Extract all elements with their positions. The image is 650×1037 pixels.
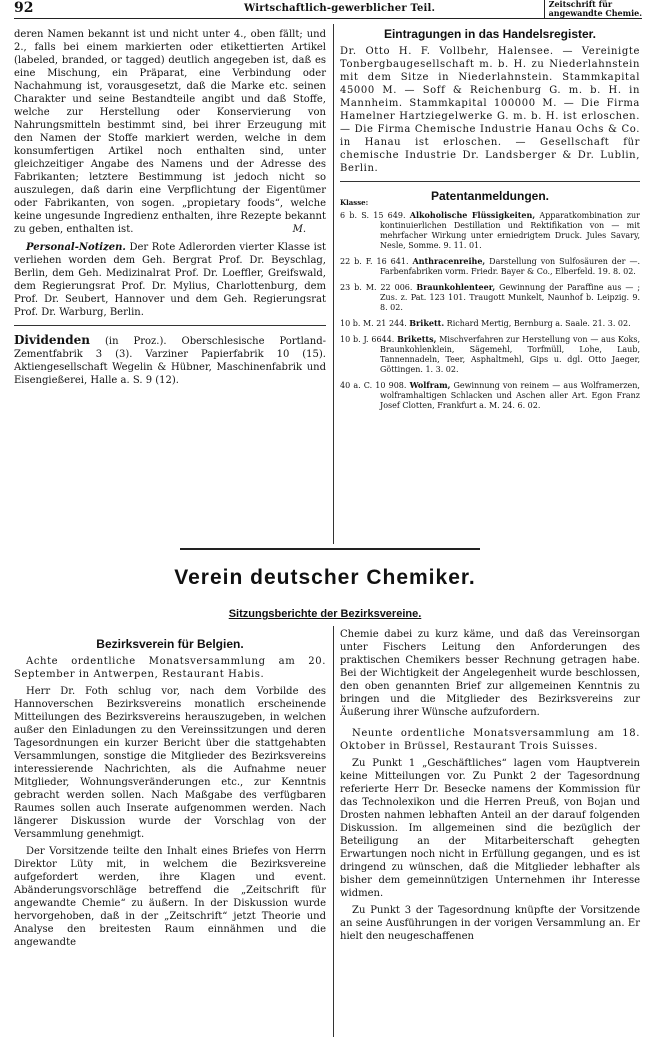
personal-notizen [14, 241, 326, 319]
patent-ref: F. 16 641. [365, 257, 409, 266]
patent-list [340, 210, 640, 411]
column-divider [333, 24, 334, 544]
patent-title: Braunkohlenteer, [416, 282, 496, 292]
patent-header [340, 190, 640, 206]
patent-class: 6 b. [340, 211, 358, 220]
paragraph: Der Vorsitzende teilte den Inhalt eines Briefes von Herrn Direktor Lüty mit, in welchem die Bezirksvereine aufgefordert werden, ihre Klagen und event. Abänderungsvorschläge betreffend die „Zeitschrift für angewandte Chemie“ zu äußern. In der Diskussion wurde hervorgehoben, daß in der „Zeitschrift“ jetzt Theorie und Analyse den breitesten Raum einnähmen und die angewandte [14, 846, 326, 948]
patent-entry [340, 334, 640, 375]
bottom-left-column [14, 638, 326, 953]
patent-entry [340, 380, 640, 411]
patent-heading: Patentanmeldungen. [430, 189, 549, 203]
paragraph-text: deren Namen bekannt ist und nicht unter 4., oben fällt; und 2., falls bei einem markierten oder etikettierten Artikel (labeled, branded, or tagged) deutlich angegeben ist, daß es eine Mischung, ein Präparat, eine Verbindung oder Nachahmung ist, vorausgesetzt, daß die Marke etc. seinen Charakter und seine Bestandteile angibt und daß Stoffe, welche zur Herstellung oder Konservierung von Nahrungsmitteln bestimmt sind, bei ihrer Erzeugung mit den Namen der Stoffe markiert werden, welche in dem konsumfertigen Artikel noch enthalten sind, unter gleichzeitiger Angabe des Namens und der Adresse des Fabrikanten; letztere Bestimmung ist jedoch nicht so auszulegen, daß darin eine Verpflichtung der Eigentümer oder Fabrikanten, von sogen. „propietary foods“, welche keine ungesunde Ingredienz enthalten, ihre Rezepte bekannt zu geben, enthalten ist. [14, 29, 326, 235]
bottom-right-column [340, 628, 640, 947]
dividenden-heading: Dividenden [14, 333, 90, 347]
patent-text: Darstellung von Sulfosäuren der —. Farbenfabriken vorm. Friedr. Bayer & Co., Elberfeld. 19. 8. 02. [380, 257, 640, 276]
patent-class-label: Klasse: [340, 198, 369, 207]
left-paragraph-1 [14, 28, 326, 236]
patent-text: Gewinnung von reinem — aus Wolframerzen, wolframhaltigen Schlacken und Aschen aller Art. Egon Franz Josef Clotten, Frankfurt a. M. 24. 6. 02. [380, 381, 640, 410]
patent-class: 40 a. [340, 381, 361, 390]
patent-ref: C. 10 908. [363, 381, 407, 390]
patent-text: Richard Mertig, Bernburg a. Saale. 21. 3. 02. [446, 319, 631, 328]
column-divider-bottom [333, 626, 334, 1037]
dividenden [14, 334, 326, 387]
separator [340, 181, 640, 182]
patent-text: Mischverfahren zur Herstellung von — aus Koks, Braunkohlenklein, Sägemehl, Torfmüll, Lohe, Laub, Tannennadeln, Teer, Asphaltmehl, Gips u. dgl. Otto Jaeger, Göttingen. 1. 3. 02. [380, 335, 641, 374]
right-column [340, 28, 640, 416]
patent-entry [340, 210, 640, 251]
meeting-intro: Neunte ordentliche Monatsversammlung am 18. Oktober in Brüssel, Restaurant Trois Suisses. [340, 728, 640, 752]
verein-title: Verein deutscher Chemiker. [174, 566, 476, 589]
patent-class: 10 b. [340, 319, 361, 328]
patent-title: Alkoholische Flüssigkeiten, [409, 210, 536, 220]
patent-entry [340, 318, 640, 329]
patent-entry [340, 256, 640, 277]
notizen-heading: Personal-Notizen. [26, 242, 126, 253]
paragraph: Chemie dabei zu kurz käme, und daß das Vereinsorgan unter Fischers Leitung den Anforderungen des praktischen Chemikers besser Rechnung getragen habe. Bei der Wichtigkeit der Angelegenheit wurde beschlossen, den oben genannten Brief zur allgemeinen Kenntnis zu bringen und die Mitglieder des Bezirksvereins zur Äußerung ihrer Wünsche aufzufordern. [340, 629, 640, 718]
meeting-intro: Achte ordentliche Monatsversammlung am 20. September in Antwerpen, Restaurant Habis. [14, 656, 326, 680]
journal-name [544, 0, 642, 18]
patent-title: Anthracenreihe, [412, 256, 486, 266]
register-text: Dr. Otto H. F. Vollbehr, Halensee. — Vereinigte Tonbergbaugesellschaft m. b. H. zu Niederlahnstein mit dem Sitze in Niederlahnstein. Stammkapital 45000 M. — Soff & Reichenburg G. m. b. H. in Mannheim. Stammkapital 100000 M. — Die Firma Hamelner Hartziegelwerke G. m. b. H. ist erloschen. — Die Firma Chemische Industrie Hanau Ochs & Co. in Hanau ist erloschen. — Gesellschaft für chemische Industrie Dr. Landsberger & Dr. Lublin, Berlin. [340, 46, 640, 174]
separator [14, 325, 326, 326]
patent-ref: S. 15 649. [361, 211, 406, 220]
patent-text: Gewinnung der Paraffine aus — ; Zus. z. Pat. 123 101. Traugott Munkelt, Naunhof b. Leipzig. 9. 8. 02. [380, 283, 641, 312]
dividenden-text: (in Proz.). Oberschlesische Portland-Zementfabrik 3 (3). Varziner Papierfabrik 10 (15). Aktiengesellschaft Wegelin & Hübner, Maschinenfabrik und Eisengießerei, Halle a. S. 9 (12). [14, 336, 326, 386]
patent-text: Apparatkombination zur kontinuierlichen Destillation und Rektifikation von — mit mehrfacher Wirkung unter erniedrigtem Druck. Jules Savary, Nesle, Somme. 9. 11. 01. [380, 211, 641, 250]
patent-title: Brikett. [409, 318, 445, 328]
patent-title: Briketts, [397, 334, 437, 344]
paragraph: Herr Dr. Foth schlug vor, nach dem Vorbilde des Hannoverschen Bezirksvereins monatlich erscheinende Mitteilungen des Bezirksvereins herauszugeben, in welchen außer den Einladungen zu den Vereinssitzungen und deren Tagesordnungen ein kurzer Bericht über die stattgehabten Versammlungen, sonstige die Mitglieder des Bezirksvereins interessierende Nachrichten, als die Aufnahme neuer Mitglieder, Wohnungsveränderungen etc., zur Kenntnis gebracht werden sollen. Nach Maßgabe des verfügbaren Raumes sollen auch Inserate aufgenommen werden. Nach längerer Diskussion wurde der Vorschlag von der Versammlung genehmigt. [14, 686, 326, 840]
verein-subtitle: Sitzungsberichte der Bezirksvereine. [228, 608, 422, 620]
patent-class: 23 b. [340, 283, 362, 292]
bezirksverein-heading: Bezirksverein für Belgien. [96, 637, 244, 651]
patent-ref: J. 6644. [363, 335, 395, 344]
paragraph: Zu Punkt 1 „Geschäftliches“ lagen vom Hauptverein keine Mitteilungen vor. Zu Punkt 2 der Tagesordnung referierte Herr Dr. Besecke namens der Kommission für das Technolexikon und die Herren Preuß, von Bojan und Drosten nahmen lebhaften Anteil an der darauf folgenden Diskussion. Im allgemeinen sind die bezüglich der Beteiligung an der Mitarbeiterschaft gehegten Erwartungen noch nicht in Erfüllung gegangen, und es ist dringend zu wünschen, daß die Mitglieder lebhafter als bisher dem gemeinnützigen Unternehmen ihr Interesse widmen. [340, 758, 640, 899]
left-column [14, 28, 326, 392]
page-number: 92 [14, 0, 34, 16]
section-rule [180, 548, 480, 550]
patent-ref: M. 21 244. [362, 319, 407, 328]
notizen-text: Der Rote Adlerorden vierter Klasse ist verliehen worden dem Geh. Bergrat Prof. Dr. Beyschlag, Berlin, dem Geh. Medizinalrat Prof. Dr. Loeffler, Greifswald, dem Regierungsrat Prof. Dr. Mylius, Charlottenburg, dem Prof. Dr. Seubert, Hannover und dem Geh. Regierungsrat Prof. Dr. Warburg, Berlin. [14, 242, 326, 318]
author-signature: M. [292, 224, 306, 235]
journal-line-1: Zeitschrift für [548, 0, 613, 9]
patent-entry [340, 282, 640, 313]
register-heading: Eintragungen in das Handelsregister. [383, 27, 597, 41]
patent-class: 22 b. [340, 257, 362, 266]
paragraph: Zu Punkt 3 der Tagesordnung knüpfte der Vorsitzende an seine Ausführungen in der vorigen Versammlung an. Er hielt den neugeschaffenen [340, 905, 640, 942]
patent-title: Wolfram, [409, 380, 451, 390]
patent-ref: M. 22 006. [365, 283, 413, 292]
journal-line-2: angewandte Chemie. [548, 8, 642, 18]
section-title: Wirtschaftlich-gewerblicher Teil. [244, 3, 436, 14]
page-header [14, 0, 642, 19]
patent-class: 10 b. [340, 335, 361, 344]
